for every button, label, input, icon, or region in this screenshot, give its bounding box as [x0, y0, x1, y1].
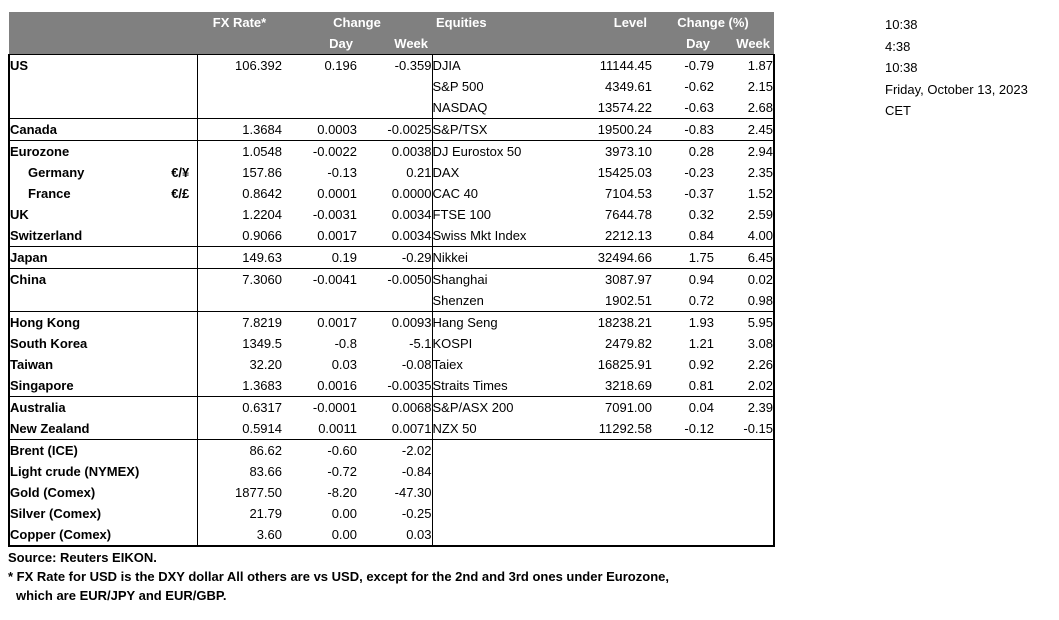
row-symbol	[164, 333, 197, 354]
row-equity-level: 7104.53	[605, 186, 653, 201]
row-symbol	[164, 354, 197, 375]
row-equity-day	[652, 461, 714, 482]
row-equity-name: Taiex	[432, 357, 463, 372]
row-label: Taiwan	[9, 354, 164, 375]
row-fx-day: 0.0001	[317, 186, 357, 201]
row-fx-rate: 3.60	[197, 524, 282, 546]
row-fx-day: -0.60	[282, 440, 357, 462]
row-label: Gold (Comex)	[9, 482, 164, 503]
row-equity-level: 2212.13	[605, 228, 653, 243]
row-fx-day: 0.196	[282, 55, 357, 77]
row-symbol: €/¥	[171, 165, 190, 180]
header-equities: Equities	[436, 15, 487, 30]
row-fx-week: 0.0000	[357, 183, 432, 204]
row-fx-day: 0.00	[282, 524, 357, 546]
row-equity-level: 3087.97	[567, 269, 652, 291]
table-row	[9, 440, 774, 462]
header-fx-rate: FX Rate*	[212, 15, 267, 30]
header-row-1	[9, 12, 774, 33]
header-equity-day: Day	[686, 36, 711, 51]
header-equity-change: Change (%)	[677, 15, 749, 30]
row-equity-day	[652, 482, 714, 503]
row-symbol: €/£	[171, 186, 190, 201]
row-label: Japan	[9, 247, 164, 269]
row-equity-week: 0.02	[714, 269, 774, 291]
row-fx-rate	[197, 76, 282, 97]
table-row	[9, 503, 774, 524]
row-equity-day: 1.93	[652, 312, 714, 334]
row-label: Canada	[9, 119, 164, 141]
row-fx-rate: 1349.5	[197, 333, 282, 354]
row-equity-day: 0.72	[688, 293, 715, 308]
row-equity-name: NZX 50	[432, 421, 477, 436]
row-equity-day: 0.92	[688, 357, 715, 372]
row-fx-day: 0.0016	[317, 378, 357, 393]
row-fx-week: 0.0068	[357, 397, 432, 419]
row-equity-day: 0.04	[652, 397, 714, 419]
row-fx-week: 0.0038	[357, 141, 432, 163]
row-equity-name: NASDAQ	[432, 100, 488, 115]
row-fx-rate: 0.6317	[197, 397, 282, 419]
row-equity-level: 13574.22	[597, 100, 653, 115]
header-blank-label	[9, 12, 164, 33]
clock-time-3: 10:38	[885, 60, 918, 75]
row-equity-name: Shanghai	[432, 269, 567, 291]
row-equity-level: 18238.21	[567, 312, 652, 334]
fx-note-line-2: which are EUR/JPY and EUR/GBP.	[16, 588, 227, 603]
table-row	[9, 375, 774, 397]
row-equity-level: 16825.91	[597, 357, 653, 372]
row-equity-level	[567, 503, 652, 524]
row-equity-day: -0.79	[652, 55, 714, 77]
row-fx-week: -0.29	[357, 247, 432, 269]
row-label: Silver (Comex)	[9, 503, 164, 524]
row-fx-day: -0.0041	[282, 269, 357, 291]
row-equity-week	[714, 503, 774, 524]
table-row	[9, 354, 774, 375]
row-symbol	[164, 119, 197, 141]
row-equity-week	[714, 482, 774, 503]
row-symbol	[164, 482, 197, 503]
row-equity-week: 1.52	[714, 183, 774, 204]
row-fx-rate: 1.0548	[197, 141, 282, 163]
row-equity-week: 0.98	[714, 290, 774, 312]
row-fx-day: 0.00	[331, 506, 357, 521]
header-blank-symbol	[164, 12, 197, 33]
row-fx-rate: 1.3683	[197, 375, 282, 397]
row-equity-name: FTSE 100	[432, 207, 492, 222]
row-fx-day	[282, 97, 357, 119]
row-fx-rate	[197, 290, 282, 312]
row-label: Singapore	[9, 375, 164, 397]
header-blank-label-2	[9, 33, 164, 55]
row-equity-day: -0.12	[684, 421, 715, 436]
row-equity-week: 2.94	[714, 141, 774, 163]
header-equity-week: Week	[736, 36, 771, 51]
row-equity-day: -0.62	[684, 79, 715, 94]
row-equity-day: -0.23	[684, 165, 715, 180]
row-equity-level: 3218.69	[605, 378, 653, 393]
row-symbol	[164, 141, 197, 163]
table-row	[9, 204, 774, 225]
row-fx-day	[282, 290, 357, 312]
header-level: Level	[613, 15, 648, 30]
row-equity-week: 2.45	[714, 119, 774, 141]
row-fx-week: -2.02	[357, 440, 432, 462]
table-row	[9, 119, 774, 141]
row-equity-level: 2479.82	[605, 336, 653, 351]
row-equity-name: CAC 40	[432, 186, 479, 201]
table-row	[9, 418, 774, 440]
row-fx-week: -0.0035	[357, 375, 432, 397]
row-equity-name: Shenzen	[432, 293, 484, 308]
header-blank-symbol-2	[164, 33, 197, 55]
row-label: South Korea	[9, 333, 164, 354]
row-symbol	[164, 397, 197, 419]
row-symbol	[164, 204, 197, 225]
row-fx-day: -0.13	[327, 165, 357, 180]
row-equity-level: 11144.45	[567, 55, 652, 77]
row-fx-day: 0.0017	[282, 312, 357, 334]
row-label: UK	[9, 204, 164, 225]
row-equity-day: 0.94	[652, 269, 714, 291]
row-symbol	[164, 97, 197, 119]
row-fx-rate: 1.2204	[197, 204, 282, 225]
row-label: New Zealand	[9, 418, 164, 440]
header-fx-week: Week	[394, 36, 429, 51]
clock-timezone: CET	[885, 103, 911, 118]
row-fx-week: 0.0034	[357, 225, 432, 247]
row-equity-name	[432, 461, 567, 482]
table-row	[9, 397, 774, 419]
row-fx-day: -0.72	[327, 464, 357, 479]
row-label: Australia	[9, 397, 164, 419]
row-equity-week: 2.35	[714, 162, 774, 183]
row-fx-rate: 106.392	[197, 55, 282, 77]
source-note: Source: Reuters EIKON.	[8, 550, 157, 565]
row-symbol	[164, 461, 197, 482]
row-equity-day: 0.84	[688, 228, 715, 243]
row-symbol	[164, 290, 197, 312]
row-equity-level: 7644.78	[605, 207, 653, 222]
row-fx-week: -5.1	[357, 333, 432, 354]
row-symbol	[164, 440, 197, 462]
table-row	[9, 183, 774, 204]
row-fx-rate: 149.63	[197, 247, 282, 269]
clock-panel	[885, 14, 1028, 122]
row-equity-name: KOSPI	[432, 336, 473, 351]
row-equity-level: 4349.61	[605, 79, 653, 94]
row-label: Light crude (NYMEX)	[9, 461, 164, 482]
table-row	[9, 524, 774, 546]
row-fx-day: 0.19	[282, 247, 357, 269]
row-equity-day: -0.83	[652, 119, 714, 141]
row-equity-name: S&P 500	[432, 79, 484, 94]
row-label: Germany	[9, 162, 164, 183]
row-symbol	[164, 418, 197, 440]
row-equity-name	[432, 524, 567, 546]
row-label: China	[9, 269, 164, 291]
table-row	[9, 247, 774, 269]
clock-time-2: 4:38	[885, 38, 911, 54]
row-fx-rate: 1.3684	[197, 119, 282, 141]
row-equity-name: DAX	[432, 165, 460, 180]
row-equity-level	[567, 482, 652, 503]
row-fx-week: 0.0093	[357, 312, 432, 334]
table-row	[9, 290, 774, 312]
row-label: Brent (ICE)	[9, 440, 164, 462]
row-fx-rate: 83.66	[197, 461, 282, 482]
table-header	[9, 12, 774, 55]
footnotes	[8, 548, 808, 605]
row-fx-week: -0.0025	[357, 119, 432, 141]
row-fx-day: -0.0031	[312, 207, 357, 222]
row-label: France	[9, 183, 164, 204]
row-equity-name: DJIA	[432, 55, 567, 77]
row-equity-day: -0.63	[684, 100, 715, 115]
row-equity-week: 2.59	[714, 204, 774, 225]
row-equity-name: Hang Seng	[432, 312, 567, 334]
row-fx-week: -0.0050	[357, 269, 432, 291]
row-equity-level	[567, 461, 652, 482]
row-equity-week: 2.68	[714, 97, 774, 119]
row-fx-rate: 7.8219	[197, 312, 282, 334]
row-equity-level: 1902.51	[605, 293, 653, 308]
row-fx-rate: 0.5914	[197, 418, 282, 440]
row-label: Switzerland	[9, 225, 164, 247]
row-fx-day: -0.8	[334, 336, 357, 351]
row-equity-week: -0.15	[714, 418, 774, 440]
row-equity-level: 19500.24	[567, 119, 652, 141]
row-equity-day: 1.21	[688, 336, 715, 351]
row-symbol	[164, 225, 197, 247]
row-equity-name: S&P/ASX 200	[432, 397, 567, 419]
row-fx-day: 0.0017	[317, 228, 357, 243]
row-fx-rate: 21.79	[197, 503, 282, 524]
row-fx-rate: 32.20	[197, 354, 282, 375]
row-equity-name: Swiss Mkt Index	[432, 228, 527, 243]
row-symbol	[164, 247, 197, 269]
header-fx-change: Change	[333, 15, 381, 30]
row-fx-rate: 0.9066	[197, 225, 282, 247]
table-row	[9, 55, 774, 77]
market-data-table	[8, 12, 775, 547]
row-label	[9, 76, 164, 97]
clock-time-1: 10:38	[885, 17, 918, 32]
row-label: US	[9, 55, 164, 77]
row-fx-week: 0.21	[357, 162, 432, 183]
row-symbol	[164, 312, 197, 334]
table-row	[9, 269, 774, 291]
row-equity-name: Straits Times	[432, 378, 508, 393]
row-equity-level	[567, 524, 652, 546]
row-equity-day: 1.75	[652, 247, 714, 269]
table-body	[9, 55, 774, 547]
row-fx-rate	[197, 97, 282, 119]
row-equity-week: 2.26	[714, 354, 774, 375]
row-equity-day: 0.81	[688, 378, 715, 393]
row-fx-day: 0.03	[331, 357, 357, 372]
row-equity-week: 6.45	[714, 247, 774, 269]
row-fx-week	[357, 290, 432, 312]
row-fx-day: -8.20	[327, 485, 357, 500]
row-equity-week: 3.08	[714, 333, 774, 354]
fx-note-line-1: * FX Rate for USD is the DXY dollar All others are vs USD, except for the 2nd and 3rd ones under Eurozone,	[8, 569, 669, 584]
row-equity-day	[652, 440, 714, 462]
row-equity-level: 15425.03	[597, 165, 653, 180]
row-equity-week: 1.87	[714, 55, 774, 77]
row-fx-week: -0.84	[357, 461, 432, 482]
row-equity-day: -0.37	[684, 186, 715, 201]
header-blank-level-2	[567, 33, 652, 55]
row-fx-day: -0.0001	[282, 397, 357, 419]
row-equity-level: 3973.10	[567, 141, 652, 163]
clock-date: Friday, October 13, 2023	[885, 81, 1028, 97]
row-fx-week: -47.30	[357, 482, 432, 503]
row-fx-day: 0.0011	[318, 421, 357, 436]
row-equity-day: 0.32	[688, 207, 715, 222]
row-equity-week	[714, 440, 774, 462]
row-equity-week: 5.95	[714, 312, 774, 334]
row-fx-week: 0.03	[357, 524, 432, 546]
row-equity-week: 4.00	[714, 225, 774, 247]
table-row	[9, 225, 774, 247]
row-equity-level	[567, 440, 652, 462]
row-equity-name: Nikkei	[432, 247, 567, 269]
row-fx-week: -0.08	[357, 354, 432, 375]
header-blank-rate-2	[197, 33, 282, 55]
row-label: Eurozone	[9, 141, 164, 163]
row-fx-day	[282, 76, 357, 97]
row-fx-week: 0.0071	[357, 418, 432, 440]
row-equity-level: 7091.00	[567, 397, 652, 419]
table-row	[9, 461, 774, 482]
row-equity-day	[652, 503, 714, 524]
row-equity-day: 0.28	[652, 141, 714, 163]
row-fx-rate: 1877.50	[197, 482, 282, 503]
row-label: Hong Kong	[9, 312, 164, 334]
row-fx-rate: 0.8642	[197, 183, 282, 204]
row-fx-rate: 7.3060	[197, 269, 282, 291]
table-row	[9, 312, 774, 334]
row-symbol	[164, 55, 197, 77]
row-equity-name: S&P/TSX	[432, 119, 567, 141]
row-fx-week: -0.359	[357, 55, 432, 77]
table-row	[9, 333, 774, 354]
row-fx-day: 0.0003	[282, 119, 357, 141]
table-row	[9, 76, 774, 97]
row-label	[9, 290, 164, 312]
header-fx-day: Day	[329, 36, 353, 51]
row-equity-week: 2.02	[714, 375, 774, 397]
header-blank-equities-2	[432, 33, 567, 55]
row-equity-level: 11292.58	[598, 421, 653, 436]
row-equity-week	[714, 524, 774, 546]
row-equity-week: 2.15	[714, 76, 774, 97]
row-symbol	[164, 503, 197, 524]
header-row-2	[9, 33, 774, 55]
row-symbol	[164, 375, 197, 397]
table-row	[9, 482, 774, 503]
row-label	[9, 97, 164, 119]
row-equity-day	[652, 524, 714, 546]
table-row	[9, 97, 774, 119]
row-equity-level: 32494.66	[567, 247, 652, 269]
row-symbol	[164, 524, 197, 546]
row-label: Copper (Comex)	[9, 524, 164, 546]
row-fx-day: -0.0022	[282, 141, 357, 163]
row-symbol	[164, 269, 197, 291]
row-fx-rate: 157.86	[197, 162, 282, 183]
row-fx-week	[357, 97, 432, 119]
row-equity-name: DJ Eurostox 50	[432, 141, 567, 163]
row-fx-rate: 86.62	[197, 440, 282, 462]
row-equity-week	[714, 461, 774, 482]
row-symbol	[164, 76, 197, 97]
row-fx-week: 0.0034	[357, 204, 432, 225]
row-equity-name	[432, 503, 567, 524]
row-fx-week	[357, 76, 432, 97]
row-equity-week: 2.39	[714, 397, 774, 419]
row-equity-name	[432, 482, 567, 503]
table-row	[9, 162, 774, 183]
row-equity-name	[432, 440, 567, 462]
row-fx-week: -0.25	[357, 503, 432, 524]
table-row	[9, 141, 774, 163]
